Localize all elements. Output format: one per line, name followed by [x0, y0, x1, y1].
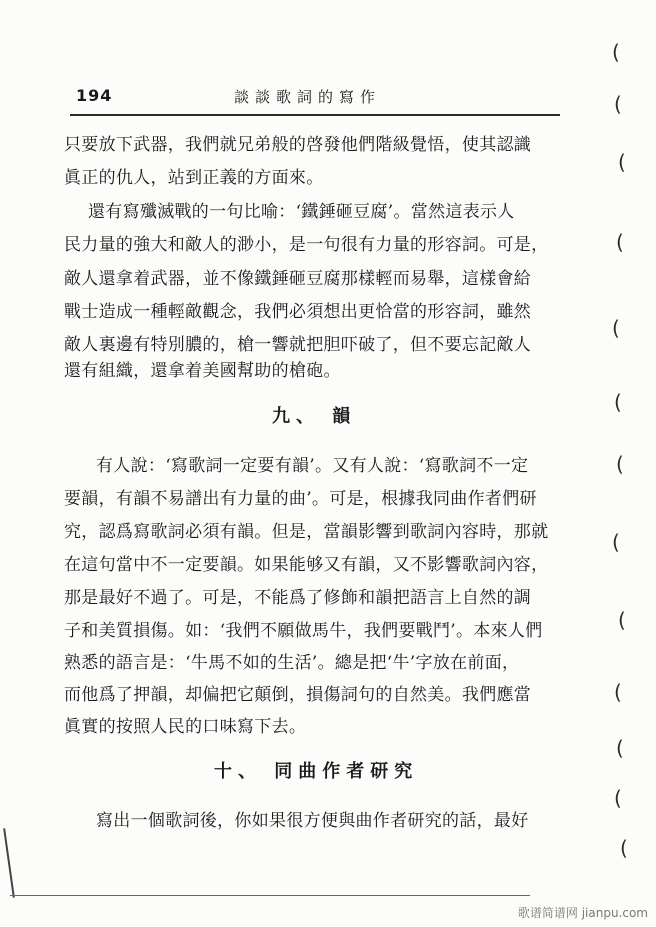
watermark: 歌谱简谱网 jianpu.com — [517, 906, 648, 920]
body-line: 熟悉的語言是：‘牛馬不如的生活’。總是把‘牛’字放在前面， — [64, 653, 520, 673]
body-line: 敵人還拿着武器，並不像鐵錘砸豆腐那樣輕而易舉，這樣會給 — [64, 269, 532, 289]
body-line: 戰士造成一種輕敵觀念，我們必須想出更恰當的形容詞，雖然 — [64, 302, 532, 322]
margin-bracket-icon: ( — [612, 40, 620, 64]
margin-bracket-icon: ( — [616, 736, 624, 760]
page-edge-shadow — [3, 828, 15, 898]
margin-bracket-icon: ( — [614, 390, 622, 414]
margin-bracket-icon: ( — [618, 150, 626, 174]
page-bottom-edge — [10, 895, 530, 896]
body-line: 要韻，有韻不易譜出有力量的曲’。可是，根據我同曲作者們研 — [64, 489, 537, 509]
margin-bracket-icon: ( — [612, 530, 620, 554]
margin-bracket-icon: ( — [614, 680, 622, 704]
margin-bracket-icon: ( — [618, 608, 626, 632]
body-line: 而他爲了押韻，却偏把它顛倒，損傷詞句的自然美。我們應當 — [64, 685, 532, 705]
body-line: 究，認爲寫歌詞必須有韻。但是，當韻影響到歌詞內容時，那就 — [64, 522, 549, 542]
page-header — [76, 86, 556, 110]
body-line: 還有組織，還拿着美國幫助的槍砲。 — [64, 361, 341, 381]
body-line: 眞實的按照人民的口味寫下去。 — [64, 717, 307, 737]
margin-bracket-icon: ( — [614, 786, 622, 810]
body-line: 眞正的仇人，站到正義的方面來。 — [64, 168, 324, 188]
body-line: 只要放下武器，我們就兄弟般的啓發他們階級覺悟，使其認識 — [64, 135, 532, 155]
section-heading-nine: 九、 韻 — [272, 406, 357, 427]
margin-bracket-icon: ( — [616, 230, 624, 254]
body-line: 敵人裏邊有特別膿的，槍一響就把胆吓破了，但不要忘記敵人 — [64, 335, 532, 355]
body-line: 在這句當中不一定要韻。如果能够又有韻，又不影響歌詞內容， — [64, 555, 549, 575]
body-line: 子和美質損傷。如：‘我們不願做馬牛，我們要戰鬥’。本來人們 — [64, 621, 543, 641]
body-line: 民力量的強大和敵人的渺小，是一句很有力量的形容詞。可是， — [64, 235, 549, 255]
margin-bracket-icon: ( — [616, 452, 624, 476]
body-line: 寫出一個歌詞後，你如果很方便與曲作者研究的話，最好 — [96, 811, 529, 831]
section-heading-ten: 十、 同曲作者研究 — [214, 761, 419, 782]
body-line: 還有寫殲滅戰的一句比喻：‘鐵錘砸豆腐’。當然這表示人 — [88, 202, 515, 222]
margin-bracket-icon: ( — [612, 316, 620, 340]
margin-bracket-icon: ( — [614, 92, 622, 116]
body-line: 那是最好不過了。可是，不能爲了修飾和韻把語言上自然的調 — [64, 588, 532, 608]
body-line: 有人說：‘寫歌詞一定要有韻’。又有人說：‘寫歌詞不一定 — [96, 456, 529, 476]
header-rule — [70, 114, 560, 116]
margin-bracket-icon: ( — [620, 836, 628, 860]
running-title: 談談歌詞的寫作 — [234, 88, 382, 106]
page-number: 194 — [76, 86, 113, 105]
